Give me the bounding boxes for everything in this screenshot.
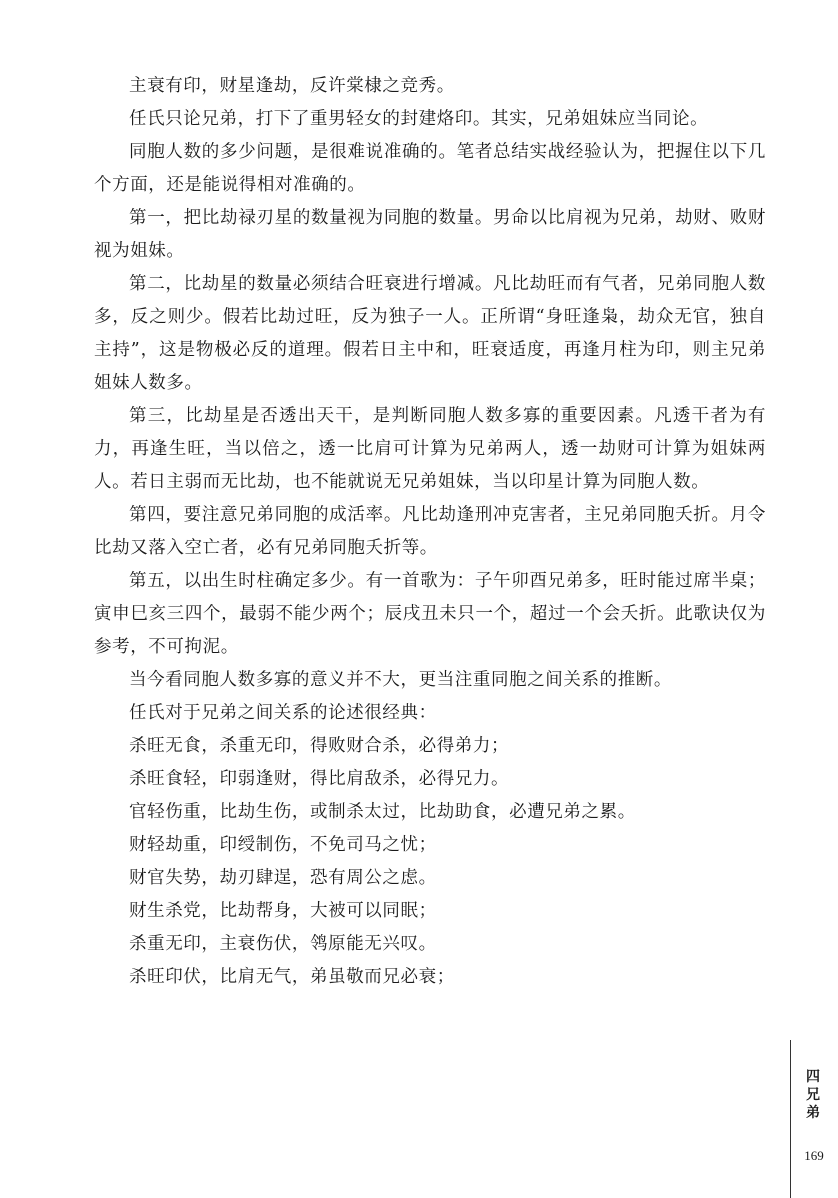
verse-line: 杀重无印，主衰伤伏，鸰原能无兴叹。 — [129, 934, 437, 954]
verse-line: 官轻伤重，比劫生伤，或制杀太过，比劫助食，必遭兄弟之累。 — [129, 802, 636, 822]
paragraph: 任氏只论兄弟，打下了重男轻女的封建烙印。其实，兄弟姐妹应当同论。 — [129, 109, 709, 129]
verse-line: 杀旺无食，杀重无印，得败财合杀，必得弟力； — [129, 736, 510, 756]
paragraph: 第一，把比劫禄刃星的数量视为同胞的数量。男命以比肩视为兄弟，劫财、败财视为姐妹。 — [94, 208, 766, 261]
paragraph: 任氏对于兄弟之间关系的论述很经典： — [129, 703, 437, 723]
verse-line: 杀旺食轻，印弱逢财，得比肩敌杀，必得兄力。 — [129, 769, 510, 789]
page-number: 169 — [804, 1148, 824, 1163]
paragraph: 主衰有印，财星逢劫，反许棠棣之竞秀。 — [129, 76, 455, 96]
chapter-title-char: 兄 — [806, 1087, 820, 1103]
paragraph: 第三，比劫星是否透出天干，是判断同胞人数多寡的重要因素。凡透干者为有力，再逢生旺，当以倍之，透一比肩可计算为兄弟两人，透一劫财可计算为姐妹两人。若日主弱而无比劫，也不能就说无兄弟姐妹，当以印星计算为同胞人数。 — [94, 406, 766, 492]
paragraph: 同胞人数的多少问题，是很难说准确的。笔者总结实战经验认为，把握住以下几个方面，还是能说得相对准确的。 — [94, 142, 766, 195]
margin-rule — [790, 1040, 791, 1198]
chapter-side-label — [800, 1068, 826, 1122]
paragraph: 当今看同胞人数多寡的意义并不大，更当注重同胞之间关系的推断。 — [129, 670, 672, 690]
paragraph: 第二，比劫星的数量必须结合旺衰进行增减。凡比劫旺而有气者，兄弟同胞人数多，反之则少。假若比劫过旺，反为独子一人。正所谓“身旺逢枭，劫众无官，独自主持”，这是物极必反的道理。假若日主中和，旺衰适度，再逢月柱为印，则主兄弟姐妹人数多。 — [94, 274, 766, 393]
paragraph: 第四，要注意兄弟同胞的成活率。凡比劫逢刑冲克害者，主兄弟同胞夭折。月令比劫又落入空亡者，必有兄弟同胞夭折等。 — [94, 505, 766, 558]
verse-line: 财官失势，劫刃肆逞，恐有周公之虑。 — [129, 868, 437, 888]
paragraph: 第五，以出生时柱确定多少。有一首歌为：子午卯酉兄弟多，旺时能过席半桌；寅申巳亥三四个，最弱不能少两个；辰戌丑未只一个，超过一个会夭折。此歌诀仅为参考，不可拘泥。 — [94, 571, 766, 657]
chapter-title-char: 弟 — [806, 1105, 820, 1121]
verse-line: 财生杀党，比劫帮身，大被可以同眠； — [129, 901, 437, 921]
verse-line: 财轻劫重，印绶制伤，不免司马之忧； — [129, 835, 437, 855]
chapter-number: 四 — [806, 1069, 820, 1085]
verse-line: 杀旺印伏，比肩无气，弟虽敬而兄必衰； — [129, 967, 455, 987]
body-text — [94, 70, 766, 994]
